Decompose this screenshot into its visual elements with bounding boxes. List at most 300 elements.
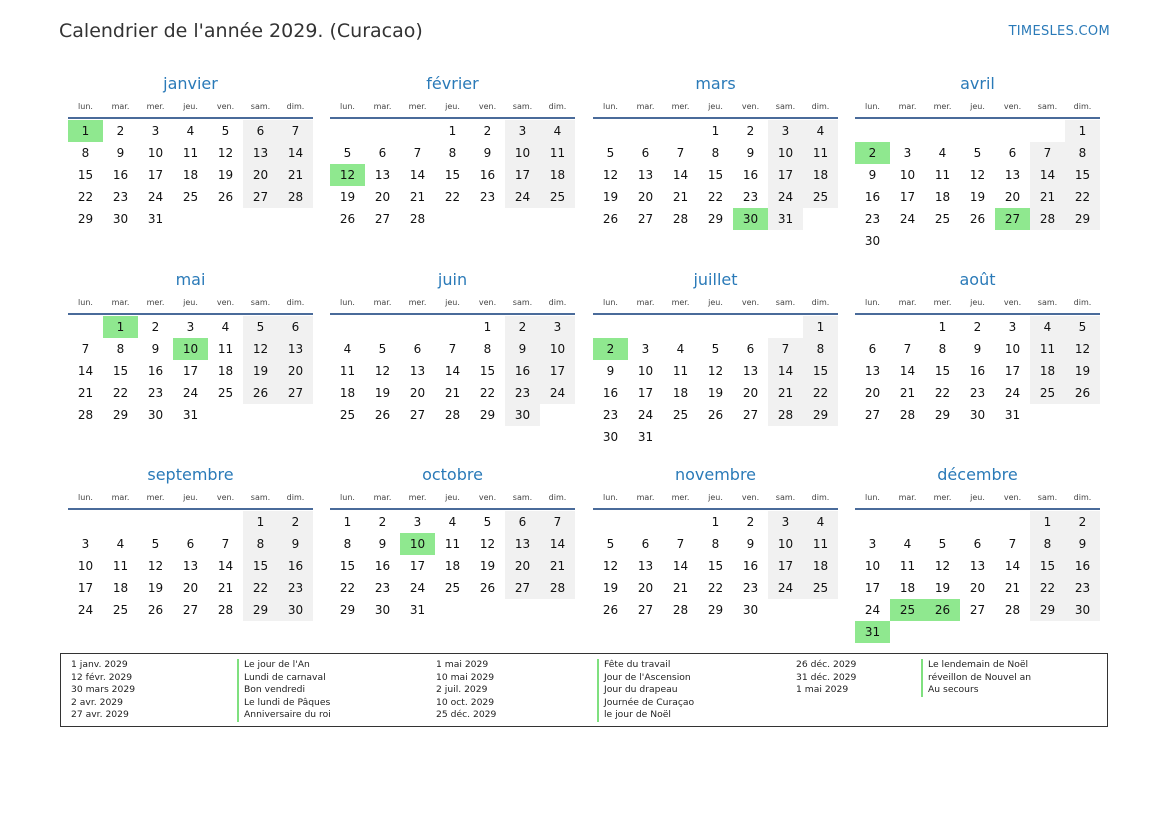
day-cell[interactable]: 23 xyxy=(969,386,986,400)
day-cell[interactable]: 11 xyxy=(803,142,838,164)
day-cell[interactable]: 13 xyxy=(374,168,391,182)
day-cell[interactable]: 4 xyxy=(803,120,838,142)
day-cell[interactable]: 16 xyxy=(505,360,540,382)
day-cell[interactable]: 6 xyxy=(973,537,982,551)
day-cell[interactable]: 18 xyxy=(899,581,916,595)
day-cell[interactable]: 17 xyxy=(147,168,164,182)
day-cell[interactable]: 11 xyxy=(899,559,916,573)
day-cell[interactable]: 4 xyxy=(938,146,947,160)
day-cell[interactable]: 20 xyxy=(969,581,986,595)
day-cell[interactable]: 24 xyxy=(768,186,803,208)
day-cell[interactable]: 18 xyxy=(672,386,689,400)
day-cell[interactable]: 15 xyxy=(934,364,951,378)
day-cell[interactable]: 1 xyxy=(803,316,838,338)
day-cell[interactable]: 5 xyxy=(483,515,492,529)
day-cell[interactable]: 9 xyxy=(973,342,982,356)
day-cell[interactable]: 21 xyxy=(444,386,461,400)
day-cell[interactable]: 5 xyxy=(973,146,982,160)
day-cell[interactable]: 29 xyxy=(803,404,838,426)
day-cell[interactable]: 31 xyxy=(182,408,199,422)
day-cell[interactable]: 18 xyxy=(934,190,951,204)
day-cell[interactable]: 24 xyxy=(1004,386,1021,400)
day-cell[interactable]: 9 xyxy=(278,533,313,555)
day-cell[interactable]: 25 xyxy=(540,186,575,208)
day-cell[interactable]: 28 xyxy=(217,603,234,617)
day-cell[interactable]: 3 xyxy=(186,320,195,334)
day-cell[interactable]: 17 xyxy=(409,559,426,573)
day-cell[interactable]: 6 xyxy=(868,342,877,356)
day-cell[interactable]: 18 xyxy=(803,164,838,186)
day-cell[interactable]: 8 xyxy=(711,146,720,160)
day-cell[interactable]: 11 xyxy=(112,559,129,573)
day-cell[interactable]: 3 xyxy=(903,146,912,160)
day-cell[interactable]: 1 xyxy=(938,320,947,334)
day-cell[interactable]: 21 xyxy=(217,581,234,595)
day-cell[interactable]: 17 xyxy=(540,360,575,382)
day-cell[interactable]: 20 xyxy=(864,386,881,400)
day-cell[interactable]: 10 xyxy=(768,142,803,164)
day-cell[interactable]: 14 xyxy=(77,364,94,378)
day-cell[interactable]: 14 xyxy=(409,168,426,182)
day-cell[interactable]: 12 xyxy=(707,364,724,378)
day-cell[interactable]: 28 xyxy=(672,603,689,617)
day-cell[interactable]: 11 xyxy=(217,342,234,356)
day-cell[interactable]: 12 xyxy=(243,338,278,360)
day-cell[interactable]: 27 xyxy=(278,382,313,404)
day-cell[interactable]: 7 xyxy=(81,342,90,356)
day-cell[interactable]: 4 xyxy=(186,124,195,138)
day-cell[interactable]: 29 xyxy=(479,408,496,422)
day-cell[interactable]: 4 xyxy=(448,515,457,529)
day-cell[interactable]: 12 xyxy=(147,559,164,573)
holiday-day-cell[interactable]: 2 xyxy=(855,142,890,164)
day-cell[interactable]: 14 xyxy=(217,559,234,573)
day-cell[interactable]: 15 xyxy=(707,559,724,573)
day-cell[interactable]: 14 xyxy=(672,559,689,573)
day-cell[interactable]: 21 xyxy=(278,164,313,186)
day-cell[interactable]: 15 xyxy=(77,168,94,182)
day-cell[interactable]: 13 xyxy=(969,559,986,573)
day-cell[interactable]: 8 xyxy=(483,342,492,356)
day-cell[interactable]: 27 xyxy=(182,603,199,617)
day-cell[interactable]: 25 xyxy=(339,408,356,422)
day-cell[interactable]: 13 xyxy=(409,364,426,378)
day-cell[interactable]: 28 xyxy=(77,408,94,422)
day-cell[interactable]: 26 xyxy=(217,190,234,204)
day-cell[interactable]: 22 xyxy=(339,581,356,595)
day-cell[interactable]: 14 xyxy=(672,168,689,182)
day-cell[interactable]: 24 xyxy=(77,603,94,617)
day-cell[interactable]: 17 xyxy=(768,164,803,186)
day-cell[interactable]: 13 xyxy=(637,559,654,573)
day-cell[interactable]: 11 xyxy=(444,537,461,551)
day-cell[interactable]: 22 xyxy=(444,190,461,204)
day-cell[interactable]: 1 xyxy=(711,124,720,138)
holiday-day-cell[interactable]: 27 xyxy=(995,208,1030,230)
day-cell[interactable]: 23 xyxy=(742,190,759,204)
holiday-day-cell[interactable]: 10 xyxy=(400,533,435,555)
day-cell[interactable]: 27 xyxy=(374,212,391,226)
day-cell[interactable]: 22 xyxy=(1065,186,1100,208)
day-cell[interactable]: 1 xyxy=(711,515,720,529)
day-cell[interactable]: 19 xyxy=(602,581,619,595)
day-cell[interactable]: 17 xyxy=(182,364,199,378)
day-cell[interactable]: 27 xyxy=(505,577,540,599)
day-cell[interactable]: 16 xyxy=(602,386,619,400)
day-cell[interactable]: 30 xyxy=(969,408,986,422)
day-cell[interactable]: 9 xyxy=(505,338,540,360)
day-cell[interactable]: 12 xyxy=(374,364,391,378)
day-cell[interactable]: 10 xyxy=(540,338,575,360)
day-cell[interactable]: 28 xyxy=(1030,208,1065,230)
day-cell[interactable]: 18 xyxy=(803,555,838,577)
day-cell[interactable]: 6 xyxy=(641,146,650,160)
day-cell[interactable]: 20 xyxy=(243,164,278,186)
day-cell[interactable]: 12 xyxy=(1065,338,1100,360)
day-cell[interactable]: 20 xyxy=(1004,190,1021,204)
day-cell[interactable]: 21 xyxy=(1030,186,1065,208)
day-cell[interactable]: 23 xyxy=(742,581,759,595)
day-cell[interactable]: 22 xyxy=(707,190,724,204)
day-cell[interactable]: 17 xyxy=(864,581,881,595)
day-cell[interactable]: 17 xyxy=(1004,364,1021,378)
day-cell[interactable]: 9 xyxy=(746,537,755,551)
day-cell[interactable]: 25 xyxy=(217,386,234,400)
day-cell[interactable]: 21 xyxy=(77,386,94,400)
day-cell[interactable]: 5 xyxy=(378,342,387,356)
day-cell[interactable]: 22 xyxy=(707,581,724,595)
day-cell[interactable]: 8 xyxy=(803,338,838,360)
day-cell[interactable]: 3 xyxy=(641,342,650,356)
day-cell[interactable]: 9 xyxy=(746,146,755,160)
day-cell[interactable]: 19 xyxy=(374,386,391,400)
day-cell[interactable]: 12 xyxy=(934,559,951,573)
day-cell[interactable]: 20 xyxy=(637,581,654,595)
day-cell[interactable]: 19 xyxy=(217,168,234,182)
day-cell[interactable]: 4 xyxy=(540,120,575,142)
day-cell[interactable]: 21 xyxy=(672,190,689,204)
day-cell[interactable]: 30 xyxy=(278,599,313,621)
day-cell[interactable]: 9 xyxy=(378,537,387,551)
day-cell[interactable]: 20 xyxy=(409,386,426,400)
day-cell[interactable]: 20 xyxy=(637,190,654,204)
day-cell[interactable]: 28 xyxy=(768,404,803,426)
day-cell[interactable]: 9 xyxy=(116,146,125,160)
day-cell[interactable]: 18 xyxy=(444,559,461,573)
day-cell[interactable]: 23 xyxy=(147,386,164,400)
day-cell[interactable]: 11 xyxy=(934,168,951,182)
day-cell[interactable]: 25 xyxy=(672,408,689,422)
day-cell[interactable]: 16 xyxy=(864,190,881,204)
day-cell[interactable]: 3 xyxy=(413,515,422,529)
day-cell[interactable]: 27 xyxy=(637,212,654,226)
day-cell[interactable]: 3 xyxy=(81,537,90,551)
day-cell[interactable]: 22 xyxy=(112,386,129,400)
holiday-day-cell[interactable]: 25 xyxy=(890,599,925,621)
day-cell[interactable]: 2 xyxy=(973,320,982,334)
day-cell[interactable]: 14 xyxy=(899,364,916,378)
day-cell[interactable]: 11 xyxy=(1030,338,1065,360)
day-cell[interactable]: 3 xyxy=(768,120,803,142)
day-cell[interactable]: 2 xyxy=(505,316,540,338)
day-cell[interactable]: 16 xyxy=(147,364,164,378)
day-cell[interactable]: 13 xyxy=(1004,168,1021,182)
day-cell[interactable]: 19 xyxy=(969,190,986,204)
day-cell[interactable]: 2 xyxy=(278,511,313,533)
day-cell[interactable]: 8 xyxy=(81,146,90,160)
day-cell[interactable]: 28 xyxy=(672,212,689,226)
day-cell[interactable]: 16 xyxy=(374,559,391,573)
day-cell[interactable]: 30 xyxy=(112,212,129,226)
day-cell[interactable]: 7 xyxy=(540,511,575,533)
day-cell[interactable]: 15 xyxy=(1030,555,1065,577)
day-cell[interactable]: 21 xyxy=(1004,581,1021,595)
brand-logo[interactable]: TIMESLES.COM xyxy=(1008,24,1110,39)
day-cell[interactable]: 24 xyxy=(899,212,916,226)
day-cell[interactable]: 12 xyxy=(602,168,619,182)
day-cell[interactable]: 11 xyxy=(182,146,199,160)
day-cell[interactable]: 15 xyxy=(339,559,356,573)
day-cell[interactable]: 10 xyxy=(147,146,164,160)
day-cell[interactable]: 21 xyxy=(672,581,689,595)
day-cell[interactable]: 4 xyxy=(676,342,685,356)
day-cell[interactable]: 1 xyxy=(1030,511,1065,533)
day-cell[interactable]: 8 xyxy=(938,342,947,356)
day-cell[interactable]: 26 xyxy=(1065,382,1100,404)
day-cell[interactable]: 6 xyxy=(378,146,387,160)
day-cell[interactable]: 2 xyxy=(746,124,755,138)
day-cell[interactable]: 14 xyxy=(1004,559,1021,573)
day-cell[interactable]: 6 xyxy=(243,120,278,142)
day-cell[interactable]: 29 xyxy=(1030,599,1065,621)
day-cell[interactable]: 4 xyxy=(903,537,912,551)
day-cell[interactable]: 23 xyxy=(864,212,881,226)
day-cell[interactable]: 8 xyxy=(243,533,278,555)
day-cell[interactable]: 1 xyxy=(483,320,492,334)
day-cell[interactable]: 6 xyxy=(1008,146,1017,160)
day-cell[interactable]: 19 xyxy=(707,386,724,400)
day-cell[interactable]: 7 xyxy=(768,338,803,360)
day-cell[interactable]: 22 xyxy=(243,577,278,599)
day-cell[interactable]: 30 xyxy=(1065,599,1100,621)
day-cell[interactable]: 15 xyxy=(243,555,278,577)
day-cell[interactable]: 27 xyxy=(742,408,759,422)
day-cell[interactable]: 29 xyxy=(1065,208,1100,230)
day-cell[interactable]: 4 xyxy=(221,320,230,334)
day-cell[interactable]: 18 xyxy=(1030,360,1065,382)
day-cell[interactable]: 24 xyxy=(409,581,426,595)
day-cell[interactable]: 20 xyxy=(742,386,759,400)
day-cell[interactable]: 6 xyxy=(746,342,755,356)
day-cell[interactable]: 28 xyxy=(540,577,575,599)
day-cell[interactable]: 7 xyxy=(413,146,422,160)
day-cell[interactable]: 28 xyxy=(899,408,916,422)
day-cell[interactable]: 24 xyxy=(637,408,654,422)
day-cell[interactable]: 17 xyxy=(899,190,916,204)
day-cell[interactable]: 27 xyxy=(243,186,278,208)
day-cell[interactable]: 2 xyxy=(483,124,492,138)
day-cell[interactable]: 7 xyxy=(278,120,313,142)
holiday-day-cell[interactable]: 10 xyxy=(173,338,208,360)
day-cell[interactable]: 28 xyxy=(1004,603,1021,617)
day-cell[interactable]: 3 xyxy=(1008,320,1017,334)
day-cell[interactable]: 9 xyxy=(483,146,492,160)
day-cell[interactable]: 3 xyxy=(868,537,877,551)
day-cell[interactable]: 18 xyxy=(112,581,129,595)
day-cell[interactable]: 9 xyxy=(151,342,160,356)
day-cell[interactable]: 30 xyxy=(147,408,164,422)
day-cell[interactable]: 26 xyxy=(147,603,164,617)
day-cell[interactable]: 13 xyxy=(278,338,313,360)
day-cell[interactable]: 9 xyxy=(868,168,877,182)
day-cell[interactable]: 21 xyxy=(540,555,575,577)
day-cell[interactable]: 29 xyxy=(707,603,724,617)
day-cell[interactable]: 11 xyxy=(672,364,689,378)
day-cell[interactable]: 23 xyxy=(505,382,540,404)
day-cell[interactable]: 29 xyxy=(243,599,278,621)
day-cell[interactable]: 25 xyxy=(112,603,129,617)
day-cell[interactable]: 24 xyxy=(505,186,540,208)
day-cell[interactable]: 29 xyxy=(339,603,356,617)
day-cell[interactable]: 15 xyxy=(707,168,724,182)
day-cell[interactable]: 25 xyxy=(934,212,951,226)
day-cell[interactable]: 16 xyxy=(1065,555,1100,577)
day-cell[interactable]: 8 xyxy=(1065,142,1100,164)
day-cell[interactable]: 20 xyxy=(505,555,540,577)
day-cell[interactable]: 10 xyxy=(864,559,881,573)
day-cell[interactable]: 22 xyxy=(803,382,838,404)
day-cell[interactable]: 23 xyxy=(602,408,619,422)
day-cell[interactable]: 5 xyxy=(221,124,230,138)
day-cell[interactable]: 13 xyxy=(182,559,199,573)
day-cell[interactable]: 4 xyxy=(1030,316,1065,338)
day-cell[interactable]: 26 xyxy=(707,408,724,422)
day-cell[interactable]: 26 xyxy=(479,581,496,595)
day-cell[interactable]: 3 xyxy=(151,124,160,138)
day-cell[interactable]: 27 xyxy=(637,603,654,617)
day-cell[interactable]: 13 xyxy=(505,533,540,555)
day-cell[interactable]: 20 xyxy=(374,190,391,204)
day-cell[interactable]: 22 xyxy=(479,386,496,400)
day-cell[interactable]: 23 xyxy=(112,190,129,204)
day-cell[interactable]: 25 xyxy=(1030,382,1065,404)
holiday-day-cell[interactable]: 26 xyxy=(925,599,960,621)
day-cell[interactable]: 28 xyxy=(444,408,461,422)
day-cell[interactable]: 14 xyxy=(768,360,803,382)
day-cell[interactable]: 7 xyxy=(221,537,230,551)
day-cell[interactable]: 18 xyxy=(217,364,234,378)
day-cell[interactable]: 7 xyxy=(676,537,685,551)
day-cell[interactable]: 5 xyxy=(711,342,720,356)
day-cell[interactable]: 26 xyxy=(602,212,619,226)
day-cell[interactable]: 19 xyxy=(147,581,164,595)
day-cell[interactable]: 9 xyxy=(606,364,615,378)
day-cell[interactable]: 5 xyxy=(243,316,278,338)
day-cell[interactable]: 28 xyxy=(409,212,426,226)
day-cell[interactable]: 19 xyxy=(934,581,951,595)
day-cell[interactable]: 28 xyxy=(278,186,313,208)
day-cell[interactable]: 1 xyxy=(448,124,457,138)
day-cell[interactable]: 20 xyxy=(278,360,313,382)
day-cell[interactable]: 27 xyxy=(864,408,881,422)
holiday-day-cell[interactable]: 2 xyxy=(593,338,628,360)
day-cell[interactable]: 19 xyxy=(1065,360,1100,382)
day-cell[interactable]: 30 xyxy=(602,430,619,444)
day-cell[interactable]: 27 xyxy=(969,603,986,617)
day-cell[interactable]: 11 xyxy=(803,533,838,555)
day-cell[interactable]: 10 xyxy=(77,559,94,573)
day-cell[interactable]: 13 xyxy=(243,142,278,164)
day-cell[interactable]: 31 xyxy=(768,208,803,230)
day-cell[interactable]: 21 xyxy=(899,386,916,400)
day-cell[interactable]: 14 xyxy=(540,533,575,555)
day-cell[interactable]: 5 xyxy=(1065,316,1100,338)
day-cell[interactable]: 15 xyxy=(1065,164,1100,186)
day-cell[interactable]: 30 xyxy=(374,603,391,617)
day-cell[interactable]: 16 xyxy=(969,364,986,378)
day-cell[interactable]: 25 xyxy=(444,581,461,595)
day-cell[interactable]: 4 xyxy=(803,511,838,533)
day-cell[interactable]: 25 xyxy=(803,186,838,208)
day-cell[interactable]: 1 xyxy=(1065,120,1100,142)
day-cell[interactable]: 11 xyxy=(339,364,356,378)
day-cell[interactable]: 29 xyxy=(112,408,129,422)
day-cell[interactable]: 22 xyxy=(77,190,94,204)
day-cell[interactable]: 5 xyxy=(343,146,352,160)
day-cell[interactable]: 3 xyxy=(505,120,540,142)
day-cell[interactable]: 15 xyxy=(444,168,461,182)
day-cell[interactable]: 6 xyxy=(505,511,540,533)
day-cell[interactable]: 26 xyxy=(339,212,356,226)
day-cell[interactable]: 24 xyxy=(540,382,575,404)
day-cell[interactable]: 19 xyxy=(602,190,619,204)
day-cell[interactable]: 14 xyxy=(444,364,461,378)
day-cell[interactable]: 2 xyxy=(746,515,755,529)
day-cell[interactable]: 31 xyxy=(1004,408,1021,422)
day-cell[interactable]: 7 xyxy=(1008,537,1017,551)
day-cell[interactable]: 18 xyxy=(540,164,575,186)
day-cell[interactable]: 8 xyxy=(1030,533,1065,555)
day-cell[interactable]: 10 xyxy=(505,142,540,164)
day-cell[interactable]: 14 xyxy=(278,142,313,164)
day-cell[interactable]: 4 xyxy=(116,537,125,551)
day-cell[interactable]: 12 xyxy=(217,146,234,160)
day-cell[interactable]: 21 xyxy=(768,382,803,404)
day-cell[interactable]: 23 xyxy=(1065,577,1100,599)
day-cell[interactable]: 3 xyxy=(768,511,803,533)
day-cell[interactable]: 18 xyxy=(182,168,199,182)
day-cell[interactable]: 18 xyxy=(339,386,356,400)
day-cell[interactable]: 10 xyxy=(637,364,654,378)
day-cell[interactable]: 19 xyxy=(339,190,356,204)
day-cell[interactable]: 5 xyxy=(151,537,160,551)
day-cell[interactable]: 30 xyxy=(742,603,759,617)
day-cell[interactable]: 13 xyxy=(637,168,654,182)
day-cell[interactable]: 15 xyxy=(479,364,496,378)
day-cell[interactable]: 16 xyxy=(112,168,129,182)
day-cell[interactable]: 16 xyxy=(742,168,759,182)
day-cell[interactable]: 24 xyxy=(147,190,164,204)
holiday-day-cell[interactable]: 30 xyxy=(733,208,768,230)
holiday-day-cell[interactable]: 12 xyxy=(330,164,365,186)
day-cell[interactable]: 8 xyxy=(343,537,352,551)
day-cell[interactable]: 13 xyxy=(864,364,881,378)
day-cell[interactable]: 3 xyxy=(540,316,575,338)
day-cell[interactable]: 16 xyxy=(479,168,496,182)
day-cell[interactable]: 22 xyxy=(934,386,951,400)
day-cell[interactable]: 7 xyxy=(1030,142,1065,164)
day-cell[interactable]: 12 xyxy=(602,559,619,573)
